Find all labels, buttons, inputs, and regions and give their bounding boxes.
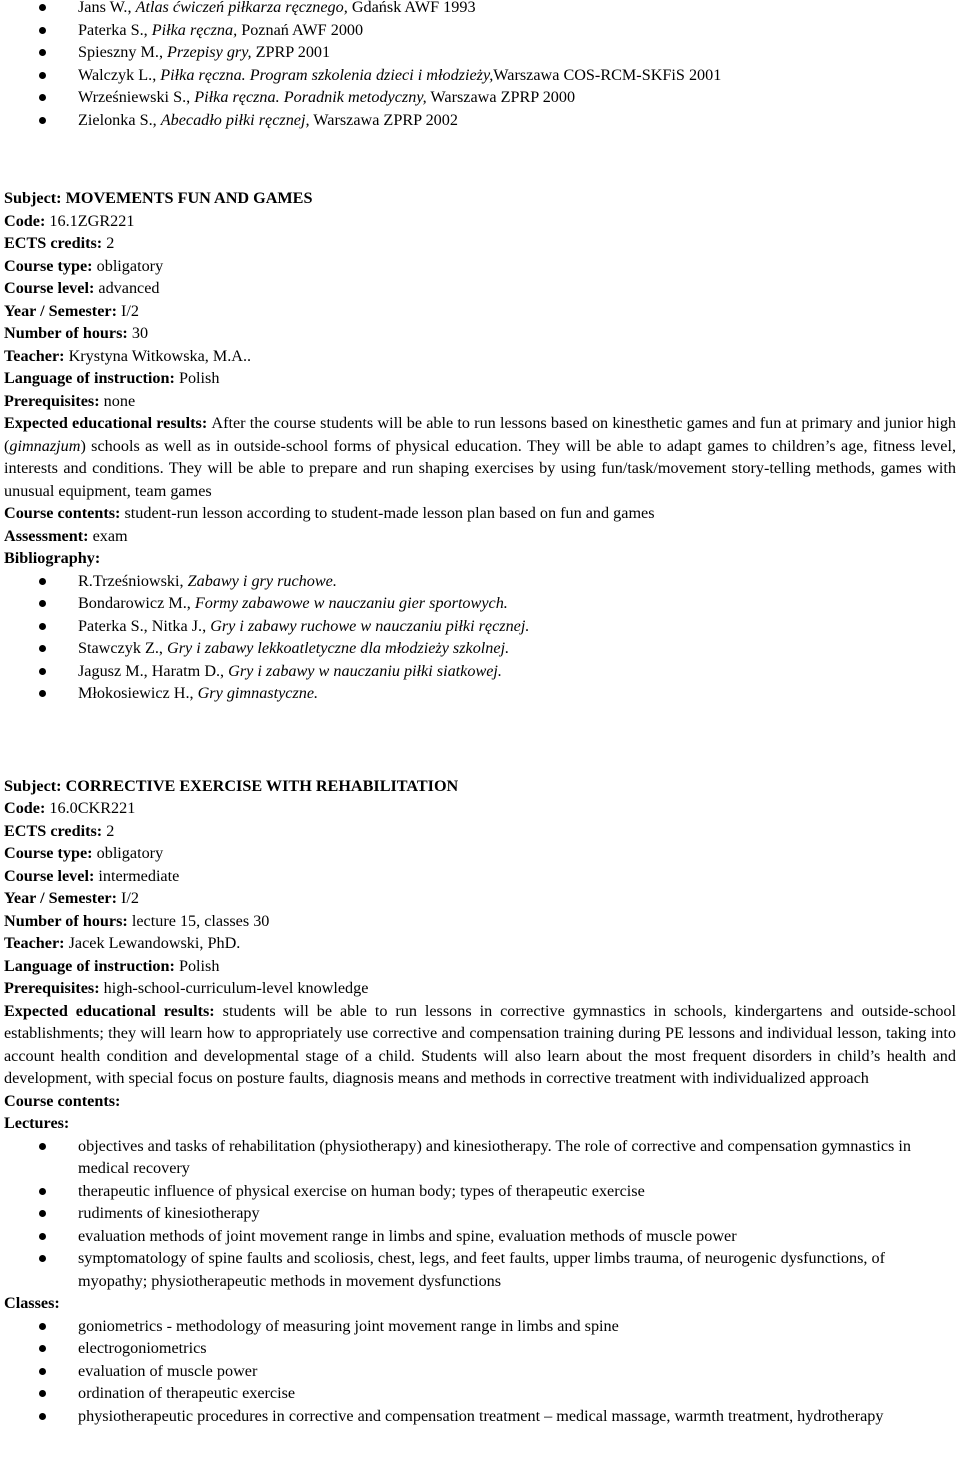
course-movements-fun-and-games [4, 187, 956, 705]
list-item: symptomatology of spine faults and scoliosis, chest, legs, and feet faults, upper limbs trauma, of neurogenic dysfunctions, of myopathy; physiotherapeutic methods in movement dysfunctions [4, 1247, 956, 1292]
year-semester-line: Year / Semester: I/2 [4, 889, 139, 907]
course-level-line: Course level: advanced [4, 279, 160, 297]
bullet-icon [39, 1413, 46, 1420]
classes-list [4, 1315, 956, 1428]
bullet-icon [39, 1368, 46, 1375]
code-line: Code: 16.0CKR221 [4, 799, 136, 817]
bullet-icon [39, 1188, 46, 1195]
bibliography-heading: Bibliography: [4, 549, 101, 567]
subject-title: MOVEMENTS FUN AND GAMES [65, 189, 313, 207]
bullet-icon [39, 1323, 46, 1330]
bullet-icon [39, 1233, 46, 1240]
expected-results-paragraph: Expected educational results: After the course students will be able to run lessons based on kinesthetic games and fun at primary and junior high (gimnazjum) schools as well as in outside-school forms of physical education. They will be able to adapt games to children’s age, fitness level, interests and conditions. They will be able to prepare and run shaping exercises by using fun/task/movement story-telling methods, games with unusual equipment, team games [4, 414, 957, 500]
bullet-icon [39, 72, 46, 79]
bullet-icon [39, 623, 46, 630]
list-item: Stawczyk Z., Gry i zabawy lekkoatletyczne dla młodzieży szkolnej. [4, 637, 956, 660]
hours-line: Number of hours: lecture 15, classes 30 [4, 911, 270, 930]
list-item: electrogoniometrics [4, 1337, 956, 1360]
language-line: Language of instruction: Polish [4, 956, 220, 975]
list-item: therapeutic influence of physical exercise on human body; types of therapeutic exercise [4, 1180, 956, 1203]
teacher-line: Teacher: Jacek Lewandowski, PhD. [4, 934, 241, 952]
list-item: evaluation methods of joint movement range in limbs and spine, evaluation methods of muscle power [4, 1225, 956, 1248]
bullet-icon [39, 49, 46, 56]
bullet-icon [39, 1345, 46, 1352]
prerequisites-line: Prerequisites: high-school-curriculum-level knowledge [4, 979, 369, 997]
hours-line: Number of hours: 30 [4, 324, 149, 342]
list-item: Jagusz M., Haratm D., Gry i zabawy w nauczaniu piłki siatkowej. [4, 660, 956, 683]
course-type-line: Course type: obligatory [4, 256, 164, 275]
bullet-icon [39, 690, 46, 697]
teacher-line: Teacher: Krystyna Witkowska, M.A.. [4, 346, 252, 365]
year-semester-line: Year / Semester: I/2 [4, 301, 139, 320]
subject-title: CORRECTIVE EXERCISE WITH REHABILITATION [65, 776, 459, 795]
bullet-icon [39, 1210, 46, 1217]
expected-results-paragraph: Expected educational results: students will be able to run lessons in corrective gymnastics in schools, kindergartens and outside-school establishments; they will learn how to appropriately use corrective and compensation training during PE lessons and individual lesson, taking into account health condition and developmental stage of a child. Students will also learn about the most frequent disorders in child’s health and development, with special focus on posture faults, diagnosis means and methods in corrective treatment with individualized approach [4, 1001, 957, 1087]
list-item: Jans W., Atlas ćwiczeń piłkarza ręcznego, Gdańsk AWF 1993 [4, 0, 956, 19]
ects-line: ECTS credits: 2 [4, 821, 115, 840]
bullet-icon [39, 578, 46, 585]
list-item: objectives and tasks of rehabilitation (physiotherapy) and kinesiotherapy. The role of corrective and compensation gymnastics in medical recovery [4, 1135, 956, 1180]
list-item: Młokosiewicz H., Gry gimnastyczne. [4, 682, 956, 705]
lectures-list [4, 1135, 956, 1293]
list-item: Walczyk L., Piłka ręczna. Program szkolenia dzieci i młodzieży,Warszawa COS-RCM-SKFiS 2001 [4, 64, 956, 87]
bullet-icon [39, 1390, 46, 1397]
language-line: Language of instruction: Polish [4, 369, 220, 387]
course-type-line: Course type: obligatory [4, 844, 164, 862]
assessment-line: Assessment: exam [4, 526, 128, 545]
list-item: Paterka S., Nitka J., Gry i zabawy ruchowe w nauczaniu piłki ręcznej. [4, 615, 956, 638]
prerequisites-line: Prerequisites: none [4, 391, 136, 410]
top-bibliography-list [4, 0, 956, 131]
bullet-icon [39, 1143, 46, 1150]
bibliography-list [4, 570, 956, 705]
course-contents-heading: Course contents: [4, 1091, 121, 1110]
list-item: rudiments of kinesiotherapy [4, 1202, 956, 1225]
code-line: Code: 16.1ZGR221 [4, 211, 135, 230]
bullet-icon [39, 117, 46, 124]
course-level-line: Course level: intermediate [4, 866, 180, 885]
course-corrective-exercise [4, 775, 956, 1428]
list-item: evaluation of muscle power [4, 1360, 956, 1383]
list-item: ordination of therapeutic exercise [4, 1382, 956, 1405]
bullet-icon [39, 4, 46, 11]
document-page [4, 0, 956, 1427]
list-item: physiotherapeutic procedures in corrective and compensation treatment – medical massage, warmth treatment, hydrotherapy [4, 1405, 956, 1428]
bullet-icon [39, 94, 46, 101]
list-item: Paterka S., Piłka ręczna, Poznań AWF 2000 [4, 19, 956, 42]
subject-line: Subject: MOVEMENTS FUN AND GAMES [4, 189, 313, 207]
list-item: goniometrics - methodology of measuring joint movement range in limbs and spine [4, 1315, 956, 1338]
list-item: Bondarowicz M., Formy zabawowe w nauczaniu gier sportowych. [4, 592, 956, 615]
list-item: Zielonka S., Abecadło piłki ręcznej, Warszawa ZPRP 2002 [4, 109, 956, 132]
subject-line: Subject: CORRECTIVE EXERCISE WITH REHABILITATION [4, 776, 459, 795]
classes-heading: Classes: [4, 1294, 60, 1312]
bullet-icon [39, 27, 46, 34]
course-contents-line: Course contents: student-run lesson according to student-made lesson plan based on fun and games [4, 504, 655, 522]
list-item: Wrześniewski S., Piłka ręczna. Poradnik metodyczny, Warszawa ZPRP 2000 [4, 86, 956, 109]
ects-line: ECTS credits: 2 [4, 234, 115, 252]
bullet-icon [39, 645, 46, 652]
list-item: Spieszny M., Przepisy gry, ZPRP 2001 [4, 41, 956, 64]
bullet-icon [39, 668, 46, 675]
lectures-heading: Lectures: [4, 1114, 70, 1132]
bullet-icon [39, 600, 46, 607]
list-item: R.Trześniowski, Zabawy i gry ruchowe. [4, 570, 956, 593]
bullet-icon [39, 1255, 46, 1262]
